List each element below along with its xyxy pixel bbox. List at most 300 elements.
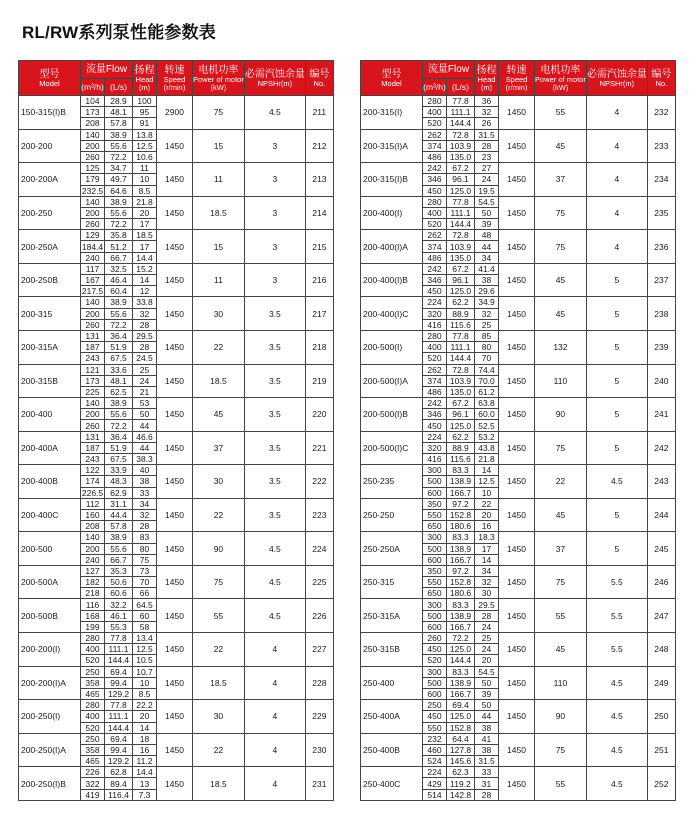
- flow-ls-cell: 135.0: [447, 151, 475, 162]
- flow-ls-cell: 125.0: [447, 286, 475, 297]
- table-row: [361, 767, 676, 778]
- flow-ls-cell: 77.8: [105, 700, 133, 711]
- flow-m3h-cell: 127: [81, 565, 105, 576]
- number-cell: 223: [305, 498, 333, 532]
- flow-ls-cell: 69.4: [447, 700, 475, 711]
- header-model: 型号 Model: [361, 61, 423, 96]
- flow-m3h-cell: 243: [81, 454, 105, 465]
- head-cell: 83: [133, 532, 157, 543]
- flow-ls-cell: 103.9: [447, 140, 475, 151]
- flow-m3h-cell: 346: [423, 409, 447, 420]
- power-cell: 22: [193, 330, 245, 364]
- head-cell: 14: [475, 465, 499, 476]
- power-cell: 18.5: [193, 364, 245, 398]
- table-body-right: [361, 96, 676, 801]
- flow-m3h-cell: 280: [423, 96, 447, 107]
- power-cell: 45: [193, 398, 245, 432]
- table-row: [19, 96, 334, 107]
- flow-ls-cell: 166.7: [447, 487, 475, 498]
- npsh-cell: 3.5: [244, 364, 305, 398]
- npsh-cell: 5: [586, 330, 647, 364]
- flow-ls-cell: 97.2: [447, 498, 475, 509]
- flow-m3h-cell: 500: [423, 543, 447, 554]
- flow-m3h-cell: 346: [423, 174, 447, 185]
- number-cell: 240: [647, 364, 675, 398]
- head-cell: 28: [133, 342, 157, 353]
- head-cell: 13: [133, 778, 157, 789]
- header-head: 扬程 Head (m): [133, 61, 157, 96]
- flow-ls-cell: 77.8: [447, 330, 475, 341]
- head-cell: 38: [475, 275, 499, 286]
- power-cell: 22: [193, 733, 245, 767]
- head-cell: 24.5: [133, 353, 157, 364]
- model-cell: 200-400C: [19, 498, 81, 532]
- table-row: [361, 364, 676, 375]
- flow-ls-cell: 51.2: [105, 241, 133, 252]
- flow-m3h-cell: 520: [81, 722, 105, 733]
- flow-m3h-cell: 358: [81, 677, 105, 688]
- power-cell: 75: [193, 565, 245, 599]
- flow-m3h-cell: 400: [81, 711, 105, 722]
- header-flow-m3h: (m³/h): [81, 79, 105, 96]
- flow-m3h-cell: 243: [81, 353, 105, 364]
- head-cell: 10: [133, 174, 157, 185]
- power-cell: 75: [193, 96, 245, 130]
- flow-m3h-cell: 184.4: [81, 241, 104, 252]
- flow-ls-cell: 69.4: [105, 733, 133, 744]
- flow-m3h-cell: 465: [81, 688, 105, 699]
- npsh-cell: 5: [586, 431, 647, 465]
- flow-ls-cell: 97.2: [447, 565, 475, 576]
- head-cell: 29.5: [475, 599, 499, 610]
- header-no: 编号 No.: [647, 61, 675, 96]
- flow-m3h-cell: 200: [81, 543, 105, 554]
- head-cell: 48: [475, 230, 499, 241]
- head-cell: 61.2: [475, 386, 499, 397]
- head-cell: 10.5: [133, 655, 157, 666]
- flow-ls-cell: 36.4: [105, 330, 133, 341]
- npsh-cell: 4.5: [586, 733, 647, 767]
- head-cell: 41: [475, 733, 499, 744]
- number-cell: 236: [647, 230, 675, 264]
- header-speed: 转速 Speed (r/min): [499, 61, 535, 96]
- power-cell: 11: [193, 163, 245, 197]
- flow-m3h-cell: 350: [423, 565, 447, 576]
- flow-m3h-cell: 416: [423, 319, 447, 330]
- flow-m3h-cell: 232: [423, 733, 447, 744]
- flow-ls-cell: 88.9: [447, 308, 475, 319]
- flow-ls-cell: 44.4: [105, 509, 133, 520]
- model-cell: 200-500(I)B: [361, 398, 423, 432]
- power-cell: 45: [535, 297, 587, 331]
- flow-m3h-cell: 112: [81, 498, 105, 509]
- flow-ls-cell: 166.7: [447, 688, 475, 699]
- flow-ls-cell: 36.4: [105, 431, 133, 442]
- flow-m3h-cell: 226.5: [81, 487, 104, 498]
- npsh-cell: 3.5: [244, 330, 305, 364]
- flow-ls-cell: 35.3: [105, 565, 133, 576]
- head-cell: 52.5: [475, 420, 499, 431]
- table-row: [19, 230, 334, 241]
- flow-ls-cell: 142.8: [447, 789, 475, 800]
- flow-m3h-cell: 550: [423, 722, 447, 733]
- flow-m3h-cell: 650: [423, 588, 447, 599]
- flow-m3h-cell: 262: [423, 129, 447, 140]
- head-cell: 27: [475, 163, 499, 174]
- power-cell: 110: [535, 364, 587, 398]
- number-cell: 252: [647, 767, 675, 801]
- head-cell: 24: [475, 621, 499, 632]
- power-cell: 55: [535, 767, 587, 801]
- npsh-cell: 5.5: [586, 565, 647, 599]
- flow-m3h-cell: 650: [423, 521, 447, 532]
- head-cell: 24: [133, 375, 157, 386]
- flow-ls-cell: 72.2: [105, 420, 133, 431]
- speed-cell: 1450: [499, 767, 535, 801]
- flow-m3h-cell: 232.5: [81, 185, 104, 196]
- model-cell: 250-400C: [361, 767, 423, 801]
- flow-ls-cell: 46.4: [105, 275, 133, 286]
- model-cell: 250-400A: [361, 700, 423, 734]
- head-cell: 64.5: [133, 599, 157, 610]
- flow-m3h-cell: 300: [423, 666, 447, 677]
- flow-ls-cell: 62.5: [105, 386, 133, 397]
- power-cell: 75: [535, 565, 587, 599]
- flow-m3h-cell: 280: [81, 633, 105, 644]
- model-cell: 150-315(I)B: [19, 96, 81, 130]
- npsh-cell: 4.5: [586, 465, 647, 499]
- flow-m3h-cell: 242: [423, 398, 447, 409]
- number-cell: 221: [305, 431, 333, 465]
- npsh-cell: 5.5: [586, 633, 647, 667]
- flow-ls-cell: 138.9: [447, 677, 475, 688]
- flow-ls-cell: 138.9: [447, 610, 475, 621]
- flow-m3h-cell: 260: [81, 420, 105, 431]
- head-cell: 29.5: [133, 330, 157, 341]
- head-cell: 75: [133, 554, 157, 565]
- number-cell: 211: [305, 96, 333, 130]
- model-cell: 200-200A: [19, 163, 81, 197]
- flow-m3h-cell: 167: [81, 275, 105, 286]
- flow-m3h-cell: 140: [81, 297, 105, 308]
- table-row: [361, 733, 676, 744]
- model-cell: 200-200(I)A: [19, 666, 81, 700]
- flow-ls-cell: 57.8: [105, 118, 133, 129]
- flow-ls-cell: 48.1: [105, 107, 133, 118]
- table-row: [19, 364, 334, 375]
- flow-ls-cell: 96.1: [447, 275, 475, 286]
- flow-m3h-cell: 465: [81, 756, 105, 767]
- npsh-cell: 4: [244, 700, 305, 734]
- header-power: 电机功率 Power of motor (kW): [535, 61, 587, 96]
- flow-m3h-cell: 242: [423, 163, 447, 174]
- flow-m3h-cell: 400: [81, 644, 105, 655]
- table-row: [361, 565, 676, 576]
- head-cell: 12.5: [133, 140, 157, 151]
- head-cell: 21: [133, 386, 157, 397]
- table-row: [19, 565, 334, 576]
- flow-m3h-cell: 225: [81, 386, 105, 397]
- head-cell: 70: [133, 577, 157, 588]
- speed-cell: 1450: [499, 431, 535, 465]
- number-cell: 217: [305, 297, 333, 331]
- model-cell: 250-400B: [361, 733, 423, 767]
- npsh-cell: 4: [586, 196, 647, 230]
- number-cell: 247: [647, 599, 675, 633]
- head-cell: 95: [133, 107, 157, 118]
- speed-cell: 1450: [499, 364, 535, 398]
- npsh-cell: 3.5: [244, 465, 305, 499]
- head-cell: 28: [475, 610, 499, 621]
- flow-ls-cell: 34.7: [105, 163, 133, 174]
- model-cell: 250-315: [361, 565, 423, 599]
- table-row: [19, 599, 334, 610]
- table-row: [19, 465, 334, 476]
- power-cell: 55: [535, 96, 587, 130]
- number-cell: 248: [647, 633, 675, 667]
- flow-ls-cell: 83.3: [447, 532, 475, 543]
- flow-ls-cell: 60.6: [105, 588, 133, 599]
- model-cell: 200-500A: [19, 565, 81, 599]
- table-row: [361, 196, 676, 207]
- head-cell: 46.6: [133, 431, 157, 442]
- speed-cell: 1450: [499, 633, 535, 667]
- flow-m3h-cell: 520: [423, 655, 447, 666]
- table-row: [19, 196, 334, 207]
- flow-ls-cell: 96.1: [447, 409, 475, 420]
- model-cell: 250-400: [361, 666, 423, 700]
- flow-ls-cell: 83.3: [447, 666, 475, 677]
- model-cell: 200-200(I): [19, 633, 81, 667]
- number-cell: 216: [305, 263, 333, 297]
- flow-m3h-cell: 429: [423, 778, 447, 789]
- power-cell: 45: [535, 129, 587, 163]
- flow-m3h-cell: 400: [423, 107, 447, 118]
- table-row: [19, 733, 334, 744]
- flow-ls-cell: 48.3: [105, 476, 133, 487]
- flow-ls-cell: 57.8: [105, 521, 133, 532]
- flow-m3h-cell: 224: [423, 297, 447, 308]
- table-row: [19, 767, 334, 778]
- number-cell: 233: [647, 129, 675, 163]
- flow-ls-cell: 72.2: [447, 633, 475, 644]
- table-row: [361, 263, 676, 274]
- flow-ls-cell: 111.1: [105, 711, 133, 722]
- head-cell: 80: [475, 342, 499, 353]
- table-row: [19, 532, 334, 543]
- flow-m3h-cell: 322: [81, 778, 105, 789]
- head-cell: 58: [133, 621, 157, 632]
- speed-cell: 1450: [157, 700, 193, 734]
- flow-ls-cell: 51.9: [105, 342, 133, 353]
- number-cell: 235: [647, 196, 675, 230]
- speed-cell: 1450: [157, 532, 193, 566]
- flow-m3h-cell: 240: [81, 252, 105, 263]
- flow-m3h-cell: 460: [423, 744, 447, 755]
- flow-m3h-cell: 514: [423, 789, 447, 800]
- flow-ls-cell: 145.6: [447, 756, 475, 767]
- table-row: [19, 163, 334, 174]
- table-row: [361, 431, 676, 442]
- model-cell: 200-500: [19, 532, 81, 566]
- speed-cell: 1450: [499, 330, 535, 364]
- table-row: [19, 666, 334, 677]
- head-cell: 38: [475, 744, 499, 755]
- flow-m3h-cell: 140: [81, 398, 105, 409]
- npsh-cell: 4.5: [586, 666, 647, 700]
- header-speed: 转速 Speed (r/min): [157, 61, 193, 96]
- flow-ls-cell: 103.9: [447, 241, 475, 252]
- flow-ls-cell: 33.6: [105, 364, 133, 375]
- speed-cell: 1450: [157, 263, 193, 297]
- head-cell: 31.5: [475, 129, 499, 140]
- flow-m3h-cell: 250: [81, 666, 105, 677]
- flow-ls-cell: 66.7: [105, 252, 133, 263]
- table-row: [19, 498, 334, 509]
- model-cell: 200-315(I)A: [361, 129, 423, 163]
- power-cell: 30: [193, 465, 245, 499]
- head-cell: 13.8: [133, 129, 157, 140]
- head-cell: 38: [133, 476, 157, 487]
- flow-m3h-cell: 250: [423, 700, 447, 711]
- flow-ls-cell: 83.3: [447, 599, 475, 610]
- flow-ls-cell: 55.6: [105, 207, 133, 218]
- speed-cell: 2900: [157, 96, 193, 130]
- model-cell: 200-400(I): [361, 196, 423, 230]
- table-row: [361, 163, 676, 174]
- power-cell: 132: [535, 330, 587, 364]
- npsh-cell: 4: [586, 163, 647, 197]
- npsh-cell: 5: [586, 398, 647, 432]
- npsh-cell: 4: [244, 733, 305, 767]
- flow-m3h-cell: 450: [423, 185, 447, 196]
- flow-m3h-cell: 350: [423, 498, 447, 509]
- npsh-cell: 4.5: [244, 532, 305, 566]
- flow-ls-cell: 55.6: [105, 409, 133, 420]
- flow-m3h-cell: 260: [81, 151, 105, 162]
- model-cell: 200-200: [19, 129, 81, 163]
- flow-ls-cell: 77.8: [447, 96, 475, 107]
- flow-m3h-cell: 131: [81, 330, 105, 341]
- head-cell: 18: [133, 733, 157, 744]
- header-flow-ls: (L/s): [447, 79, 475, 96]
- npsh-cell: 5: [586, 364, 647, 398]
- head-cell: 12.5: [475, 476, 499, 487]
- flow-ls-cell: 55.6: [105, 308, 133, 319]
- speed-cell: 1450: [157, 599, 193, 633]
- flow-ls-cell: 55.6: [105, 543, 133, 554]
- number-cell: 227: [305, 633, 333, 667]
- number-cell: 214: [305, 196, 333, 230]
- head-cell: 41.4: [475, 263, 499, 274]
- speed-cell: 1450: [157, 565, 193, 599]
- npsh-cell: 3: [244, 196, 305, 230]
- speed-cell: 1450: [499, 263, 535, 297]
- flow-ls-cell: 62.9: [105, 487, 133, 498]
- number-cell: 213: [305, 163, 333, 197]
- head-cell: 50: [475, 700, 499, 711]
- header-flow: 流量Flow: [81, 61, 133, 79]
- power-cell: 75: [535, 733, 587, 767]
- head-cell: 85: [475, 330, 499, 341]
- npsh-cell: 3.5: [244, 498, 305, 532]
- head-cell: 34: [475, 565, 499, 576]
- head-cell: 30: [475, 588, 499, 599]
- flow-ls-cell: 125.0: [447, 644, 475, 655]
- head-cell: 24: [475, 174, 499, 185]
- flow-ls-cell: 72.2: [105, 319, 133, 330]
- power-cell: 11: [193, 263, 245, 297]
- model-cell: 200-250B: [19, 263, 81, 297]
- power-cell: 30: [193, 297, 245, 331]
- flow-m3h-cell: 500: [423, 677, 447, 688]
- flow-m3h-cell: 121: [81, 364, 105, 375]
- head-cell: 17: [133, 241, 157, 252]
- head-cell: 20: [133, 207, 157, 218]
- flow-ls-cell: 152.8: [447, 722, 475, 733]
- flow-m3h-cell: 160: [81, 509, 105, 520]
- flow-ls-cell: 62.3: [447, 767, 475, 778]
- speed-cell: 1450: [157, 666, 193, 700]
- head-cell: 8.5: [133, 688, 157, 699]
- flow-ls-cell: 55.3: [105, 621, 133, 632]
- flow-m3h-cell: 260: [423, 633, 447, 644]
- table-row: [361, 465, 676, 476]
- flow-ls-cell: 49.7: [105, 174, 133, 185]
- power-cell: 90: [535, 398, 587, 432]
- flow-ls-cell: 38.9: [105, 398, 133, 409]
- flow-ls-cell: 116.4: [105, 789, 133, 800]
- flow-m3h-cell: 486: [423, 386, 447, 397]
- flow-m3h-cell: 199: [81, 621, 105, 632]
- head-cell: 32: [133, 308, 157, 319]
- flow-m3h-cell: 218: [81, 588, 105, 599]
- head-cell: 28: [133, 319, 157, 330]
- flow-m3h-cell: 168: [81, 610, 105, 621]
- head-cell: 50: [475, 677, 499, 688]
- flow-m3h-cell: 280: [81, 700, 105, 711]
- speed-cell: 1450: [499, 733, 535, 767]
- flow-ls-cell: 166.7: [447, 621, 475, 632]
- flow-m3h-cell: 260: [81, 319, 105, 330]
- power-cell: 75: [535, 431, 587, 465]
- model-cell: 250-235: [361, 465, 423, 499]
- head-cell: 11.2: [133, 756, 157, 767]
- flow-m3h-cell: 182: [81, 577, 105, 588]
- head-cell: 14: [475, 554, 499, 565]
- head-cell: 70: [475, 353, 499, 364]
- head-cell: 28: [133, 521, 157, 532]
- flow-ls-cell: 88.9: [447, 442, 475, 453]
- head-cell: 32: [133, 509, 157, 520]
- flow-m3h-cell: 400: [423, 342, 447, 353]
- head-cell: 25: [133, 364, 157, 375]
- header-flow-m3h: (m³/h): [423, 79, 447, 96]
- flow-ls-cell: 48.1: [105, 375, 133, 386]
- head-cell: 28: [475, 789, 499, 800]
- speed-cell: 1450: [499, 129, 535, 163]
- speed-cell: 1450: [157, 431, 193, 465]
- head-cell: 54.5: [475, 196, 499, 207]
- table-row: [361, 398, 676, 409]
- flow-m3h-cell: 116: [81, 599, 105, 610]
- table-row: [19, 297, 334, 308]
- flow-m3h-cell: 300: [423, 599, 447, 610]
- head-cell: 44: [133, 442, 157, 453]
- npsh-cell: 3: [244, 163, 305, 197]
- npsh-cell: 4: [244, 633, 305, 667]
- model-cell: 200-400(I)A: [361, 230, 423, 264]
